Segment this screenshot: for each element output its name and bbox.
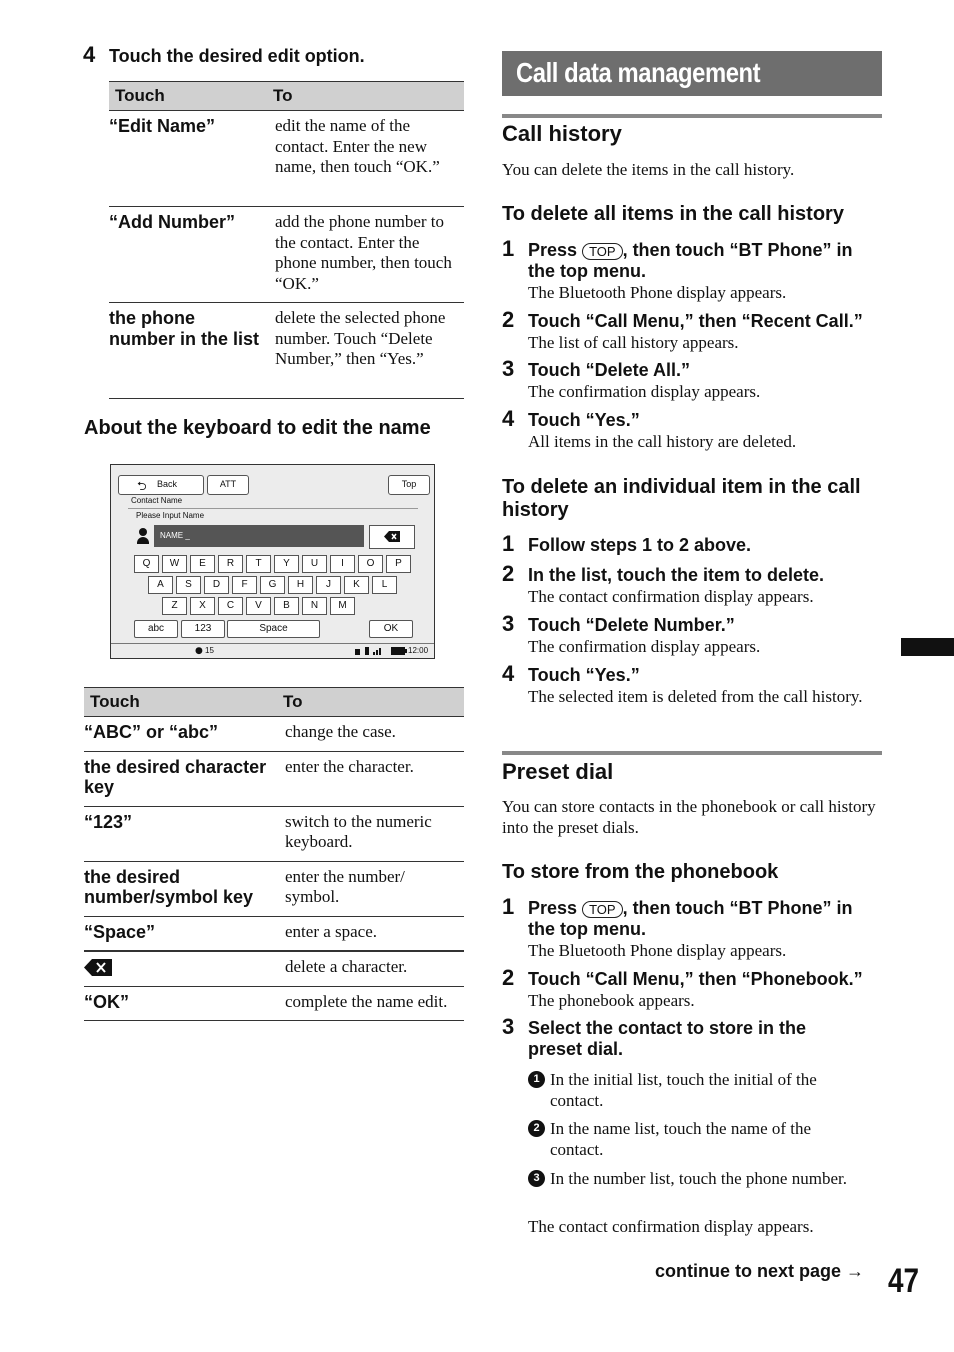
- table-cell: complete the name edit.: [277, 986, 464, 1021]
- top-button[interactable]: [388, 475, 430, 495]
- step-body: The phonebook appears.: [528, 991, 695, 1010]
- keyboard-heading: About the keyboard to edit the name: [84, 417, 431, 439]
- table-cell: “ABC” or “abc”: [84, 717, 277, 752]
- key-n[interactable]: N: [302, 597, 327, 615]
- table-cell: switch to the numeric keyboard.: [277, 806, 464, 861]
- table-header-touch: Touch: [84, 688, 277, 717]
- table-cell: delete a character.: [277, 951, 464, 986]
- step-heading: Touch “Delete All.”: [528, 360, 691, 380]
- table-row: [84, 717, 464, 752]
- table-row: [84, 951, 464, 986]
- key-t[interactable]: T: [246, 555, 271, 573]
- key-y[interactable]: Y: [274, 555, 299, 573]
- step-number: 1: [502, 894, 515, 919]
- step-number: 2: [502, 561, 515, 586]
- key-e[interactable]: E: [190, 555, 215, 573]
- key-u[interactable]: U: [302, 555, 327, 573]
- table-cell: enter the character.: [277, 751, 464, 806]
- table-cell: the desired number/symbol key: [84, 861, 277, 916]
- step-number: 2: [502, 307, 515, 332]
- circled-number-icon: 3: [528, 1170, 545, 1187]
- step-heading: Touch the desired edit option.: [109, 46, 365, 66]
- step-heading: Touch “Yes.”: [528, 410, 640, 430]
- step-number: 3: [502, 356, 515, 381]
- key-m[interactable]: M: [330, 597, 355, 615]
- key-q[interactable]: Q: [134, 555, 159, 573]
- step-number: 3: [502, 611, 515, 636]
- table-cell: the phone number in the list: [109, 303, 267, 399]
- backspace-icon: [84, 959, 112, 976]
- top-key-icon: TOP: [582, 243, 623, 260]
- numeric-key[interactable]: 123: [181, 620, 225, 638]
- step-body: The confirmation display appears.: [528, 382, 761, 401]
- divider: [502, 114, 882, 118]
- key-v[interactable]: V: [246, 597, 271, 615]
- step-number: 3: [502, 1014, 515, 1039]
- step-heading: Follow steps 1 to 2 above.: [528, 535, 752, 555]
- chat-bubble-icon: ●: [195, 646, 203, 656]
- step-heading: Press TOP , then touch “BT Phone” in the top menu.: [528, 898, 853, 939]
- key-c[interactable]: C: [218, 597, 243, 615]
- table-row: [109, 111, 464, 207]
- keyboard-screenshot: [110, 464, 435, 659]
- key-l[interactable]: L: [372, 576, 397, 594]
- table-cell: “OK”: [84, 986, 277, 1021]
- name-input[interactable]: [154, 525, 364, 547]
- continue-label: continue to next page →: [655, 1261, 865, 1281]
- backspace-icon: [384, 531, 400, 542]
- battery-icon: [391, 647, 407, 655]
- table-header-touch: Touch: [109, 82, 267, 111]
- table-row: [84, 861, 464, 916]
- substep: 1 In the initial list, touch the initial of the contact.: [528, 1069, 868, 1111]
- table-row: [84, 751, 464, 806]
- section-title: Call data management: [516, 57, 761, 88]
- table-cell: enter a space.: [277, 916, 464, 951]
- step-heading: Touch “Delete Number.”: [528, 615, 735, 635]
- step-number: 1: [502, 236, 515, 261]
- contact-name-label: Contact Name: [131, 496, 183, 505]
- att-button[interactable]: [207, 475, 249, 495]
- key-d[interactable]: D: [204, 576, 229, 594]
- table-cell: [84, 951, 277, 986]
- call-history-title: Call history: [502, 121, 622, 146]
- step-heading: Select the contact to store in the preset dial.: [528, 1018, 807, 1059]
- please-input-label: Please Input Name: [136, 511, 205, 520]
- keyboard-table: [84, 687, 464, 1021]
- key-w[interactable]: W: [162, 555, 187, 573]
- key-o[interactable]: O: [358, 555, 383, 573]
- top-key-icon: TOP: [582, 901, 623, 918]
- table-cell: add the phone number to the contact. Enter the phone number, then touch “OK.”: [267, 207, 464, 303]
- result-text: The contact confirmation display appears.: [528, 1217, 814, 1236]
- key-p[interactable]: P: [386, 555, 411, 573]
- step-number: 1: [502, 531, 515, 556]
- key-h[interactable]: H: [288, 576, 313, 594]
- table-row: [84, 806, 464, 861]
- key-i[interactable]: I: [330, 555, 355, 573]
- key-s[interactable]: S: [176, 576, 201, 594]
- table-cell: “Edit Name”: [109, 111, 267, 207]
- table-cell: change the case.: [277, 717, 464, 752]
- step-number: 4: [83, 42, 96, 67]
- key-g[interactable]: G: [260, 576, 285, 594]
- key-b[interactable]: B: [274, 597, 299, 615]
- back-button[interactable]: [118, 475, 204, 495]
- abc-key[interactable]: abc: [134, 620, 178, 638]
- back-arrow-icon: ⮌: [137, 479, 147, 493]
- table-cell: “Add Number”: [109, 207, 267, 303]
- section-banner: [502, 51, 882, 96]
- table-header-to: To: [267, 82, 464, 111]
- divider: [502, 751, 882, 755]
- ok-key[interactable]: OK: [369, 620, 413, 638]
- table-header-to: To: [277, 688, 464, 717]
- step-body: The Bluetooth Phone display appears.: [528, 941, 787, 960]
- status-count: 15: [205, 646, 214, 655]
- key-k[interactable]: K: [344, 576, 369, 594]
- key-a[interactable]: A: [148, 576, 173, 594]
- step-body: The contact confirmation display appears.: [528, 587, 814, 606]
- person-icon: [136, 527, 150, 545]
- circled-number-icon: 2: [528, 1120, 545, 1137]
- preset-dial-title: Preset dial: [502, 759, 614, 784]
- page-number: 47: [888, 1262, 920, 1300]
- clock: 12:00: [408, 646, 429, 655]
- top-label: Top: [401, 479, 417, 489]
- key-z[interactable]: Z: [162, 597, 187, 615]
- space-key[interactable]: Space: [227, 620, 320, 638]
- name-input-text: NAME _: [160, 531, 190, 540]
- table-cell: the desired character key: [84, 751, 277, 806]
- step-heading: Touch “Yes.”: [528, 665, 640, 685]
- table-cell: edit the name of the contact. Enter the new name, then touch “OK.”: [267, 111, 464, 207]
- table-row: [109, 303, 464, 399]
- edit-options-table: [109, 81, 464, 399]
- substep: 3 In the number list, touch the phone number.: [528, 1168, 868, 1189]
- step-body: The list of call history appears.: [528, 333, 739, 352]
- step-heading: Touch “Call Menu,” then “Phonebook.”: [528, 969, 863, 989]
- table-row: [109, 207, 464, 303]
- step-body: All items in the call history are deleted.: [528, 432, 797, 451]
- table-row: [84, 916, 464, 951]
- call-history-intro: You can delete the items in the call history.: [502, 160, 795, 179]
- step-number: 4: [502, 661, 515, 686]
- step-body: The confirmation display appears.: [528, 637, 761, 656]
- delete-one-title: To delete an individual item in the call history: [502, 476, 861, 521]
- store-title: To store from the phonebook: [502, 861, 779, 883]
- key-x[interactable]: X: [190, 597, 215, 615]
- circled-number-icon: 1: [528, 1071, 545, 1088]
- step-heading: Touch “Call Menu,” then “Recent Call.”: [528, 311, 863, 331]
- edge-tab: [901, 638, 954, 656]
- substep: 2 In the name list, touch the name of the contact.: [528, 1118, 868, 1160]
- step-body: The selected item is deleted from the call history.: [528, 687, 863, 706]
- key-j[interactable]: J: [316, 576, 341, 594]
- backspace-key[interactable]: [369, 525, 415, 549]
- table-cell: delete the selected phone number. Touch “Delete Number,” then “Yes.”: [267, 303, 464, 399]
- key-f[interactable]: F: [232, 576, 257, 594]
- table-cell: “Space”: [84, 916, 277, 951]
- table-cell: “123”: [84, 806, 277, 861]
- table-row: [84, 986, 464, 1021]
- step-number: 4: [502, 406, 515, 431]
- delete-all-title: To delete all items in the call history: [502, 203, 844, 225]
- step-heading: In the list, touch the item to delete.: [528, 565, 825, 585]
- preset-dial-intro: You can store contacts in the phonebook or call history into the preset dials.: [502, 797, 876, 837]
- step-number: 2: [502, 965, 515, 990]
- step-heading: Press TOP , then touch “BT Phone” in the top menu.: [528, 240, 853, 281]
- back-label: Back: [157, 479, 178, 489]
- step-body: The Bluetooth Phone display appears.: [528, 283, 787, 302]
- key-r[interactable]: R: [218, 555, 243, 573]
- table-cell: enter the number/ symbol.: [277, 861, 464, 916]
- att-label: ATT: [219, 479, 237, 489]
